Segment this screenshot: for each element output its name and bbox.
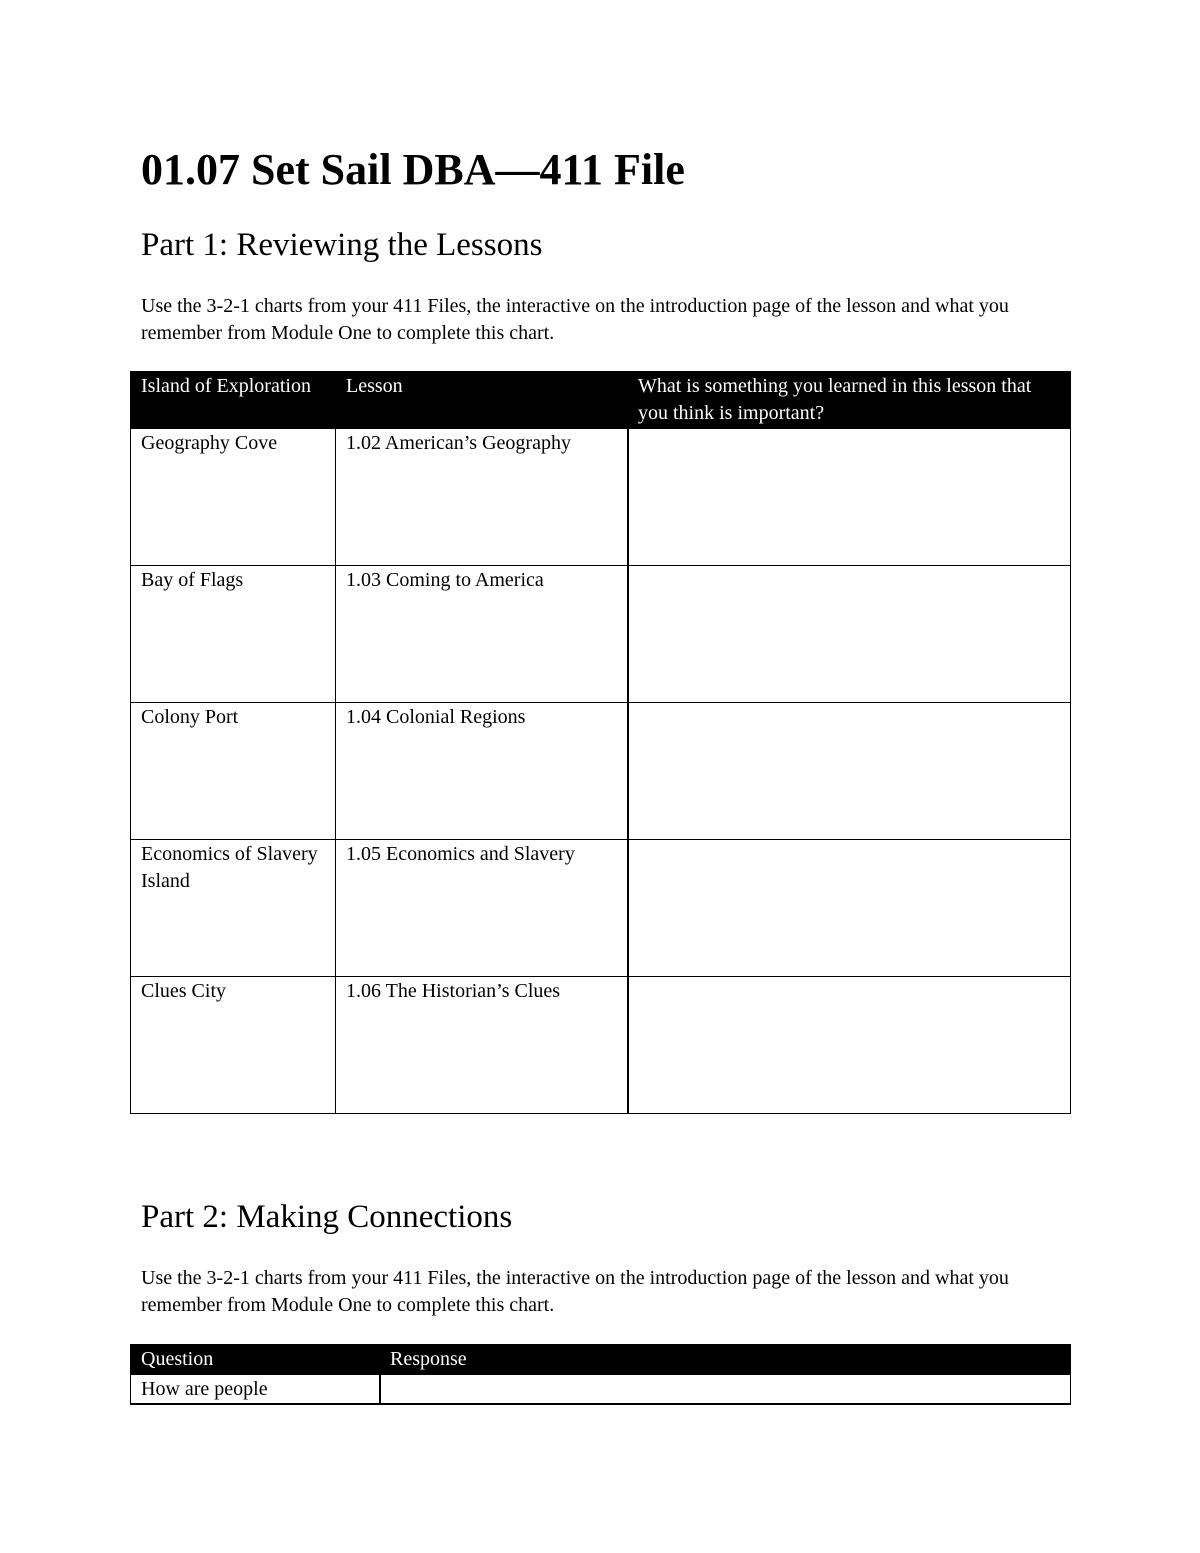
- lesson-cell: 1.03 Coming to America: [336, 566, 628, 703]
- column-header-lesson: Lesson: [336, 372, 628, 429]
- table-header-row: [131, 372, 1071, 429]
- column-header-island: Island of Exploration: [131, 372, 336, 429]
- question-cell: How are people: [131, 1375, 380, 1405]
- island-cell: Geography Cove: [131, 429, 336, 566]
- response-cell[interactable]: [380, 1375, 1071, 1405]
- part2-instructions: Use the 3-2-1 charts from your 411 Files, the interactive on the introduction page of the lesson and what you remember from Module One to complete this chart.: [141, 1267, 1009, 1316]
- response-cell[interactable]: [628, 703, 1071, 840]
- island-cell: Economics of Slavery Island: [131, 840, 336, 977]
- response-cell[interactable]: [628, 566, 1071, 703]
- table-row: [131, 703, 1071, 840]
- table-row: [131, 566, 1071, 703]
- part1-instructions: Use the 3-2-1 charts from your 411 Files, the interactive on the introduction page of the lesson and what you remember from Module One to complete this chart.: [141, 295, 1009, 344]
- table-row: [131, 840, 1071, 977]
- island-cell: Colony Port: [131, 703, 336, 840]
- table-row: [131, 429, 1071, 566]
- response-cell[interactable]: [628, 840, 1071, 977]
- island-cell: Bay of Flags: [131, 566, 336, 703]
- table-row: [131, 977, 1071, 1114]
- page-title: 01.07 Set Sail DBA—411 File: [141, 145, 685, 194]
- table-row: [131, 1375, 1071, 1405]
- lesson-cell: 1.05 Economics and Slavery: [336, 840, 628, 977]
- island-cell: Clues City: [131, 977, 336, 1114]
- table-header-row: [131, 1345, 1071, 1375]
- response-cell[interactable]: [628, 977, 1071, 1114]
- lessons-table: [130, 371, 1071, 1114]
- part1-heading: Part 1: Reviewing the Lessons: [141, 227, 543, 263]
- part2-heading: Part 2: Making Connections: [141, 1199, 513, 1235]
- lesson-cell: 1.04 Colonial Regions: [336, 703, 628, 840]
- lesson-cell: 1.02 American’s Geography: [336, 429, 628, 566]
- connections-table: [130, 1344, 1071, 1405]
- lesson-cell: 1.06 The Historian’s Clues: [336, 977, 628, 1114]
- column-header-response: What is something you learned in this lesson that you think is important?: [628, 372, 1071, 429]
- column-header-question: Question: [131, 1345, 380, 1375]
- response-cell[interactable]: [628, 429, 1071, 566]
- column-header-response: Response: [380, 1345, 1071, 1375]
